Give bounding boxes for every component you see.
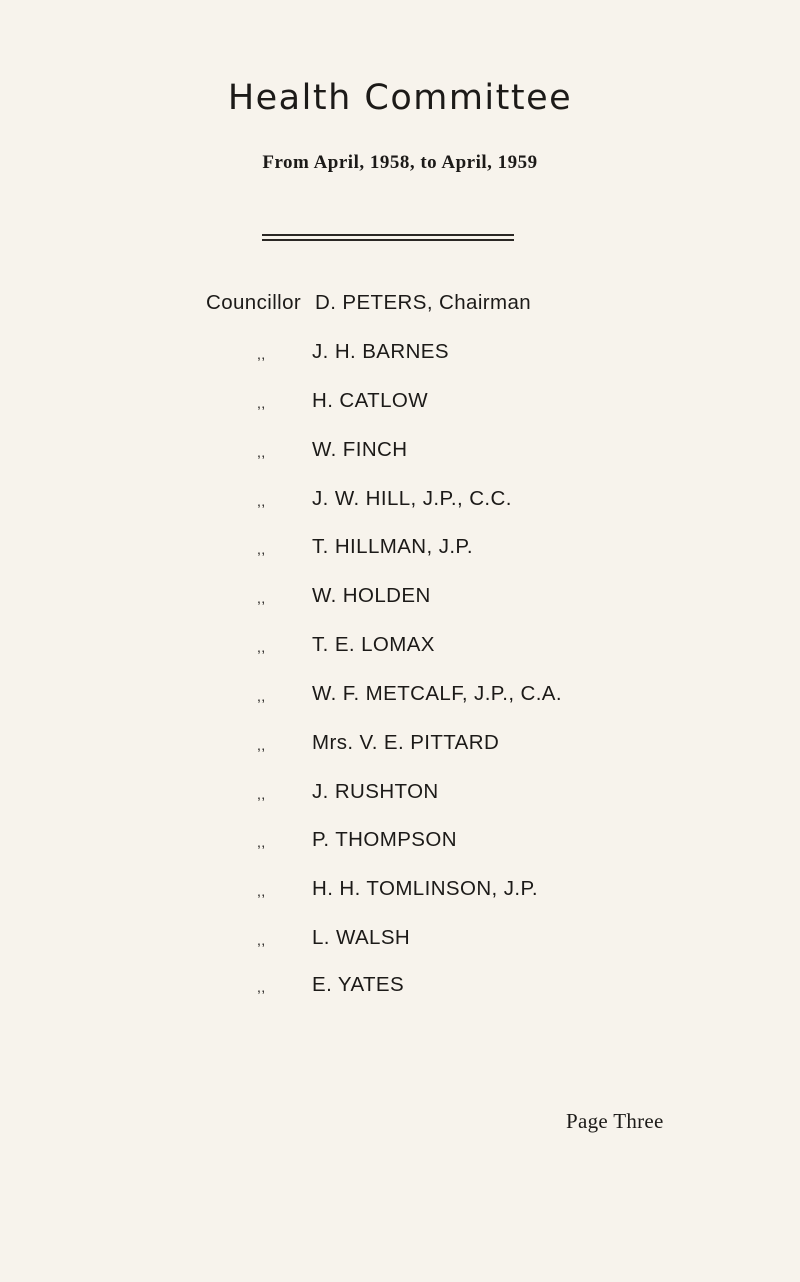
member-name: W. FINCH [312, 438, 408, 461]
ditto-mark: ,, [257, 395, 266, 411]
ditto-mark: ,, [257, 883, 266, 899]
page-number: Page Three [566, 1109, 664, 1133]
ditto-mark: ,, [257, 737, 266, 753]
ditto-mark: ,, [257, 834, 266, 850]
member-name: W. F. METCALF, J.P., C.A. [312, 682, 562, 705]
ditto-mark: ,, [257, 979, 266, 995]
member-name: H. H. TOMLINSON, J.P. [312, 877, 538, 900]
member-name: E. YATES [312, 973, 405, 996]
member-name: T. HILLMAN, J.P. [312, 535, 473, 558]
ditto-mark: ,, [257, 493, 266, 509]
member-name: J. RUSHTON [312, 780, 439, 803]
ditto-mark: ,, [257, 346, 266, 362]
member-name: H. CATLOW [312, 389, 428, 412]
member-name: J. W. HILL, J.P., C.C. [312, 487, 512, 510]
ditto-mark: ,, [257, 444, 266, 460]
member-name: Mrs. V. E. PITTARD [312, 731, 500, 754]
chairman-name: D. PETERS, Chairman [315, 291, 532, 314]
ditto-mark: ,, [257, 590, 266, 606]
page-title: Health Committee [227, 78, 573, 118]
ditto-mark: ,, [257, 688, 266, 704]
ditto-mark: ,, [257, 541, 266, 557]
ditto-mark: ,, [257, 639, 266, 655]
ditto-mark: ,, [257, 932, 266, 948]
ditto-mark: ,, [257, 786, 266, 802]
member-name: J. H. BARNES [312, 340, 449, 363]
member-name: L. WALSH [312, 926, 411, 949]
member-name: P. THOMPSON [312, 828, 457, 851]
chairman-title: Councillor [206, 291, 302, 314]
term-period: From April, 1958, to April, 1959 [262, 152, 538, 173]
member-name: W. HOLDEN [312, 584, 431, 607]
member-name: T. E. LOMAX [312, 633, 435, 656]
